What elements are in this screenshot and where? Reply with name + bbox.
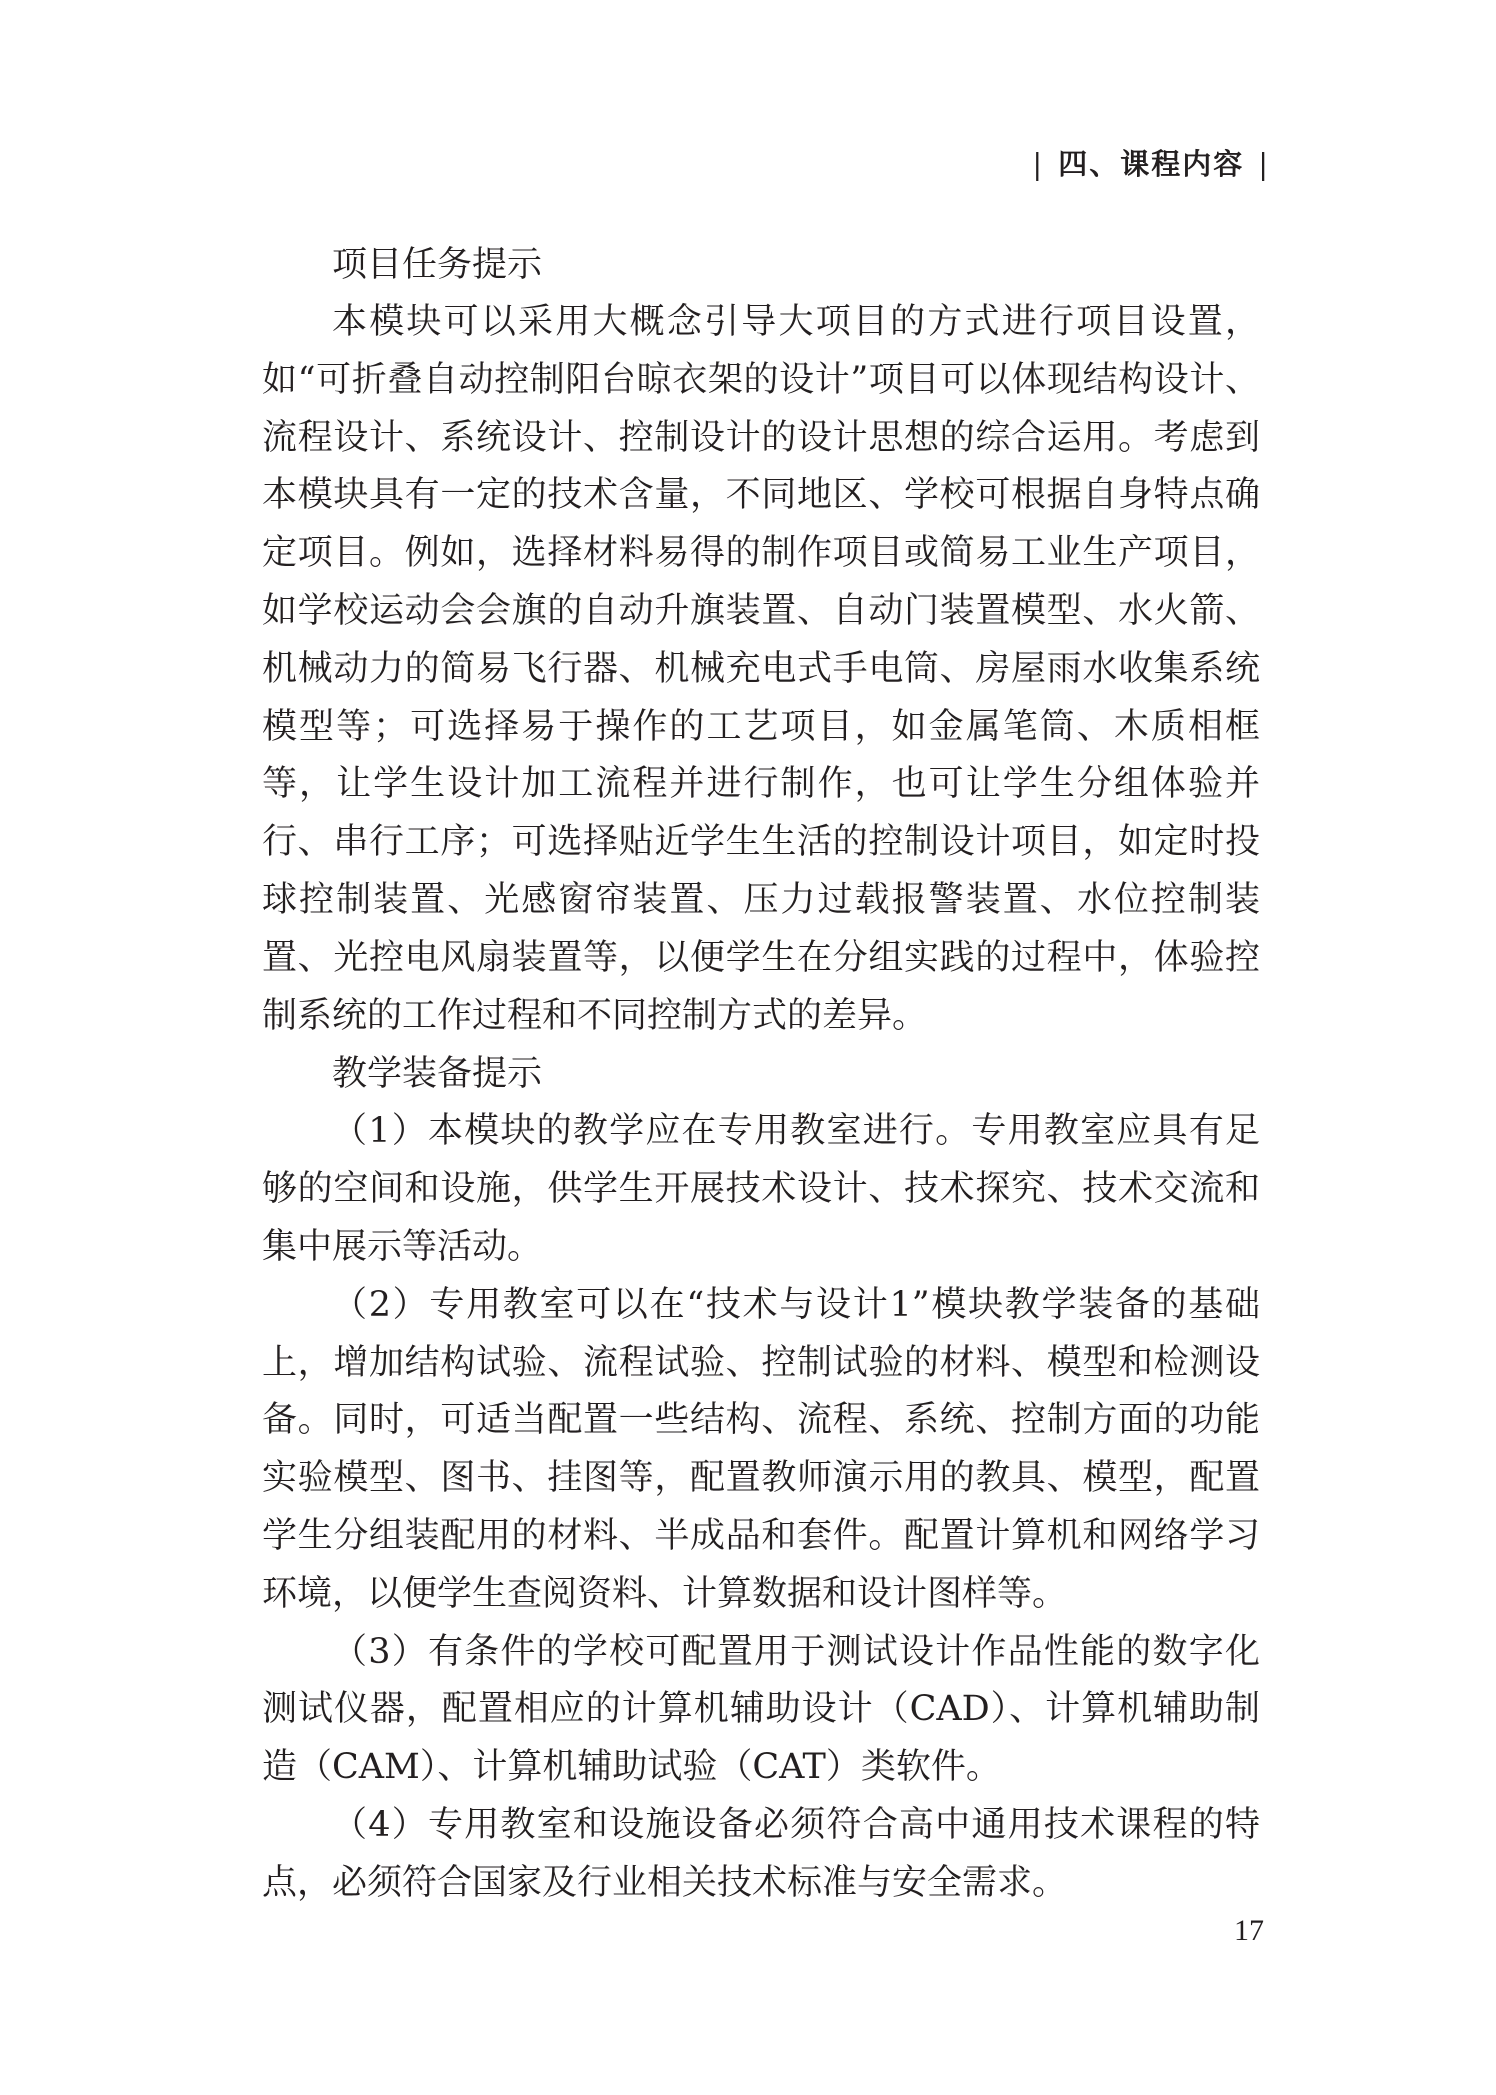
paragraph-project-tasks: 本模块可以采用大概念引导大项目的方式进行项目设置，如“可折叠自动控制阳台晾衣架的设计”项目可以体现结构设计、流程设计、系统设计、控制设计的设计思想的综合运用。考虑到本模块具有一定的技术含量，不同地区、学校可根据自身特点确定项目。例如，选择材料易得的制作项目或简易工业生产项目，如学校运动会会旗的自动升旗装置、自动门装置模型、水火箭、机械动力的简易飞行器、机械充电式手电筒、房屋雨水收集系统模型等；可选择易于操作的工艺项目，如金属笔筒、木质相框等，让学生设计加工流程并进行制作，也可让学生分组体验并行、串行工序；可选择贴近学生生活的控制设计项目，如定时投球控制装置、光感窗帘装置、压力过载报警装置、水位控制装置、光控电风扇装置等，以便学生在分组实践的过程中，体验控制系统的工作过程和不同控制方式的差异。 — [262, 302, 1260, 1036]
running-header — [1018, 142, 1284, 183]
paragraph-equipment-3: （3）有条件的学校可配置用于测试设计作品性能的数字化测试仪器，配置相应的计算机辅助设计（CAD）、计算机辅助制造（CAM）、计算机辅助试验（CAT）类软件。 — [262, 1631, 1260, 1788]
section-heading-teaching-equipment: 教学装备提示 — [332, 1054, 543, 1095]
body-text — [262, 236, 1260, 1913]
chapter-title: 四、课程内容 — [1058, 147, 1245, 181]
section-heading-project-tasks: 项目任务提示 — [332, 245, 543, 285]
paragraph-equipment-2: （2）专用教室可以在“技术与设计1”模块教学装备的基础上，增加结构试验、流程试验、控制试验的材料、模型和检测设备。同时，可适当配置一些结构、流程、系统、控制方面的功能实验模型、图书、挂图等，配置教师演示用的教具、模型，配置学生分组装配用的材料、半成品和套件。配置计算机和网络学习环境，以便学生查阅资料、计算数据和设计图样等。 — [262, 1284, 1260, 1614]
paragraph-equipment-4: （4）专用教室和设施设备必须符合高中通用技术课程的特点，必须符合国家及行业相关技术标准与安全需求。 — [262, 1804, 1260, 1903]
header-divider-right: | — [1258, 147, 1270, 181]
header-divider-left: | — [1032, 147, 1045, 181]
page-number: 17 — [1234, 1914, 1264, 1947]
paragraph-equipment-1: （1）本模块的教学应在专用教室进行。专用教室应具有足够的空间和设施，供学生开展技术设计、技术探究、技术交流和集中展示等活动。 — [262, 1111, 1260, 1267]
